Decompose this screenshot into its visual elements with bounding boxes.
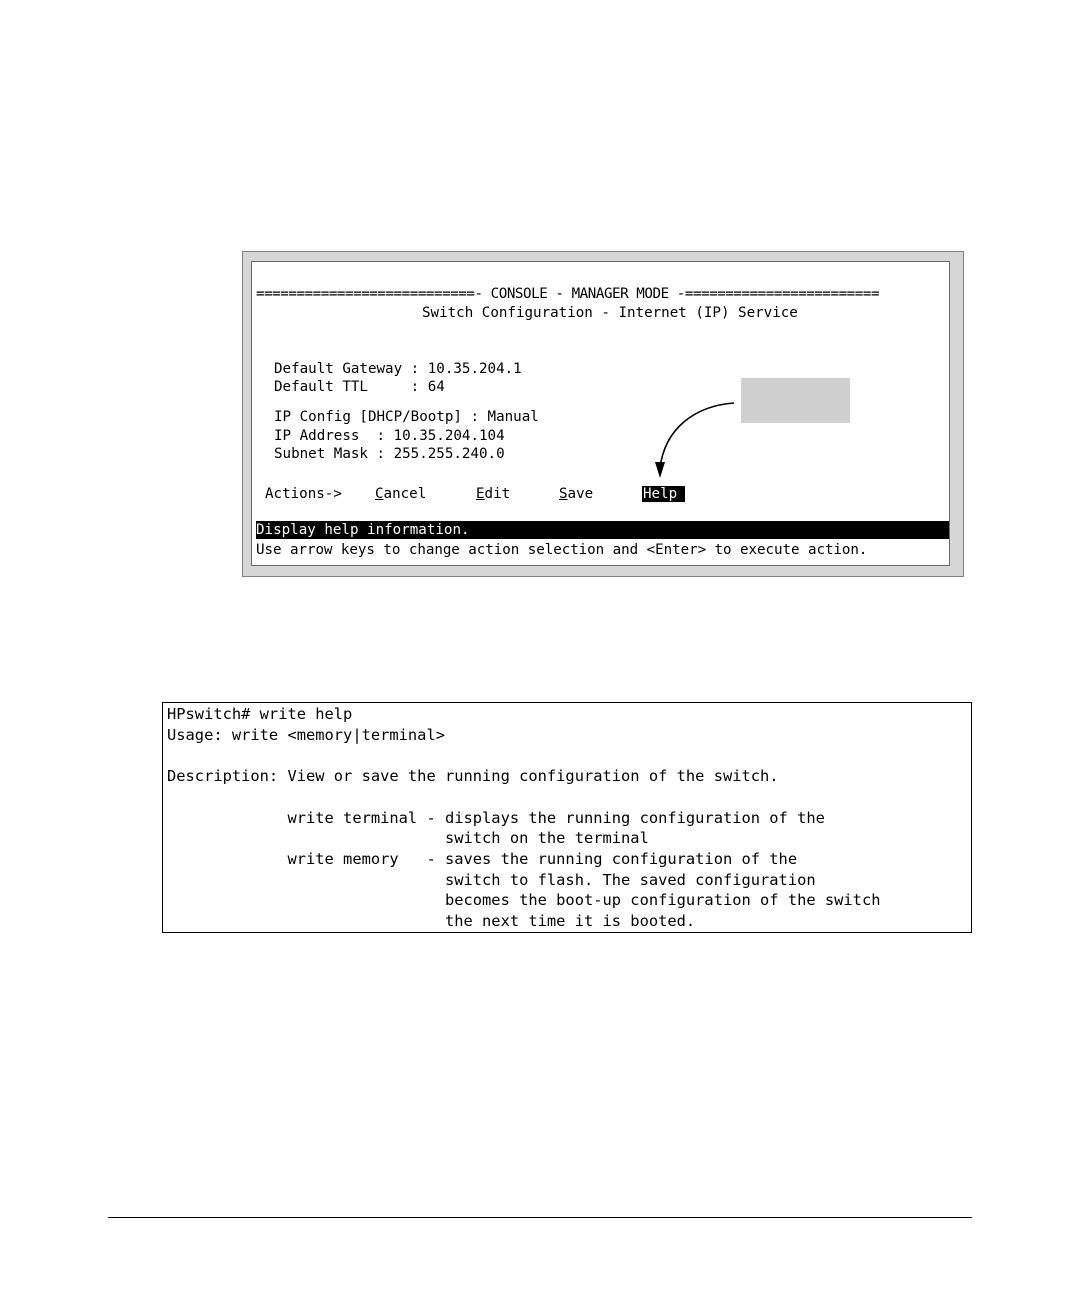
cancel-hotkey: C [375, 486, 384, 502]
default-ttl-field[interactable]: Default TTL : 64 [274, 379, 445, 395]
edit-hotkey: E [476, 486, 485, 502]
save-label-rest: ave [567, 486, 594, 502]
cli-command-line: HPswitch# write help [167, 705, 353, 723]
cli-write-memory-cont: the next time it is booted. [167, 912, 696, 930]
cli-output-box [162, 702, 972, 933]
callout-arrow-icon [650, 398, 750, 483]
cancel-label-rest: ancel [383, 486, 427, 502]
ip-address-field[interactable]: IP Address : 10.35.204.104 [274, 428, 505, 444]
save-action[interactable] [559, 486, 593, 503]
cli-write-memory-cont: switch to flash. The saved configuration [167, 870, 816, 889]
console-window [242, 251, 964, 577]
edit-action[interactable] [476, 486, 510, 503]
save-hotkey: S [559, 486, 568, 502]
cli-description-line: Description: View or save the running configuration of the switch. [167, 767, 779, 786]
help-status-bar: Display help information. [256, 521, 950, 539]
cli-write-terminal-cont: switch on the terminal [167, 829, 649, 848]
cancel-action[interactable] [375, 486, 426, 503]
cli-write-terminal-line: write terminal - displays the running configuration of the [167, 808, 825, 827]
help-action-label: Help [642, 486, 685, 502]
cli-usage-line: Usage: write <memory|terminal> [167, 725, 445, 744]
help-action[interactable] [642, 486, 685, 503]
footer-divider [108, 1217, 972, 1218]
hint-line: Use arrow keys to change action selection and <Enter> to execute action. [256, 542, 868, 558]
subnet-mask-field[interactable]: Subnet Mask : 255.255.240.0 [274, 446, 505, 462]
console-header: ===========================- CONSOLE - MANAGER MODE -======================== [256, 286, 880, 302]
edit-label-rest: dit [484, 486, 511, 502]
cli-write-memory-cont: becomes the boot-up configuration of the switch [167, 891, 881, 910]
actions-label: Actions-> [265, 486, 342, 502]
callout-box [741, 378, 850, 423]
cli-write-memory-line: write memory - saves the running configuration of the [167, 849, 798, 868]
screen-title: Switch Configuration - Internet (IP) Service [422, 305, 798, 321]
default-gateway-field[interactable]: Default Gateway : 10.35.204.1 [274, 361, 522, 377]
ip-config-field[interactable]: IP Config [DHCP/Bootp] : Manual [274, 409, 539, 425]
